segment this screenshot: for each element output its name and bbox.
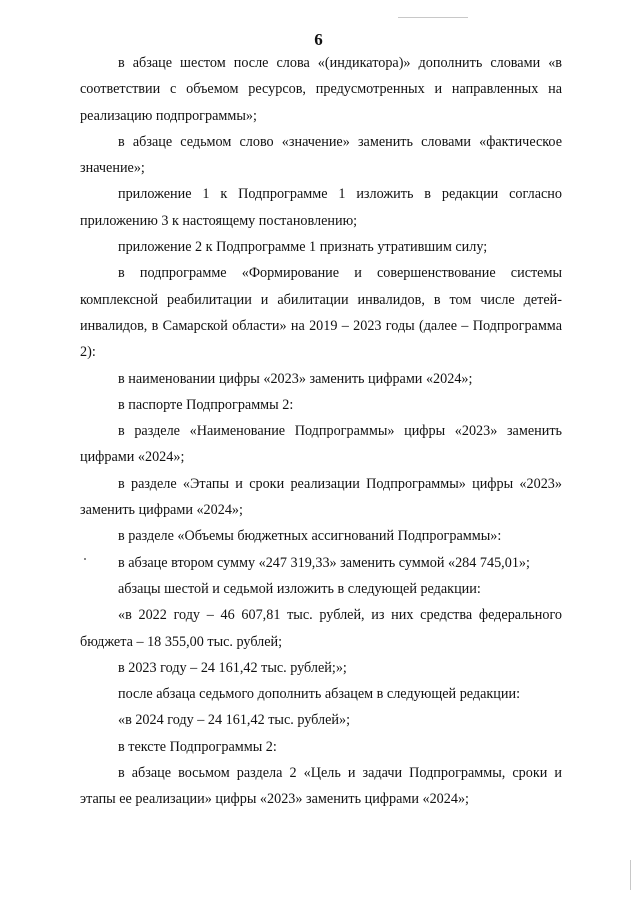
paragraph-8: в разделе «Наименование Подпрограммы» цифры «2023» заменить цифрами «2024»; (80, 423, 562, 466)
document-body (80, 50, 562, 813)
scan-artifact-edge (630, 860, 631, 890)
paragraph-11: в абзаце втором сумму «247 319,33» заменить суммой «284 745,01»; (118, 554, 530, 571)
paragraph-6: в наименовании цифры «2023» заменить цифрами «2024»; (118, 370, 473, 387)
paragraph-12: абзацы шестой и седьмой изложить в следующей редакции: (118, 580, 481, 597)
paragraph-4: приложение 2 к Подпрограмме 1 признать утратившим силу; (118, 239, 488, 256)
paragraph-7: в паспорте Подпрограммы 2: (118, 396, 294, 413)
paragraph-13: «в 2022 году – 46 607,81 тыс. рублей, из них средства федерального бюджета – 18 355,00 тыс. рублей; (80, 607, 562, 650)
page-number: 6 (314, 30, 323, 49)
paragraph-17: в тексте Подпрограммы 2: (118, 738, 277, 755)
paragraph-16: «в 2024 году – 24 161,42 тыс. рублей»; (118, 712, 351, 729)
paragraph-14: в 2023 году – 24 161,42 тыс. рублей;»; (118, 659, 347, 676)
paragraph-5: в подпрограмме «Формирование и совершенствование системы комплексной реабилитации и абилитации инвалидов, в том числе детей-инвалидов, в Самарской области» на 2019 – 2023 годы (далее – Подпрограмма 2): (80, 265, 562, 361)
paragraph-1: в абзаце шестом после слова «(индикатора)» дополнить словами «в соответствии с объемом ресурсов, предусмотренных и направленных на реализацию подпрограммы»; (80, 55, 562, 124)
paragraph-10: в разделе «Объемы бюджетных ассигнований Подпрограммы»: (118, 528, 502, 545)
paragraph-9: в разделе «Этапы и сроки реализации Подпрограммы» цифры «2023» заменить цифрами «2024»; (80, 475, 562, 519)
scan-artifact-line (398, 17, 468, 18)
paragraph-3: приложение 1 к Подпрограмме 1 изложить в редакции согласно приложению 3 к настоящему постановлению; (80, 186, 562, 229)
paragraph-18: в абзаце восьмом раздела 2 «Цель и задачи Подпрограммы, сроки и этапы ее реализации» цифры «2023» заменить цифрами «2024»; (80, 765, 562, 808)
paragraph-2: в абзаце седьмом слово «значение» заменить словами «фактическое значение»; (80, 133, 562, 177)
paragraph-15: после абзаца седьмого дополнить абзацем в следующей редакции: (118, 686, 521, 703)
